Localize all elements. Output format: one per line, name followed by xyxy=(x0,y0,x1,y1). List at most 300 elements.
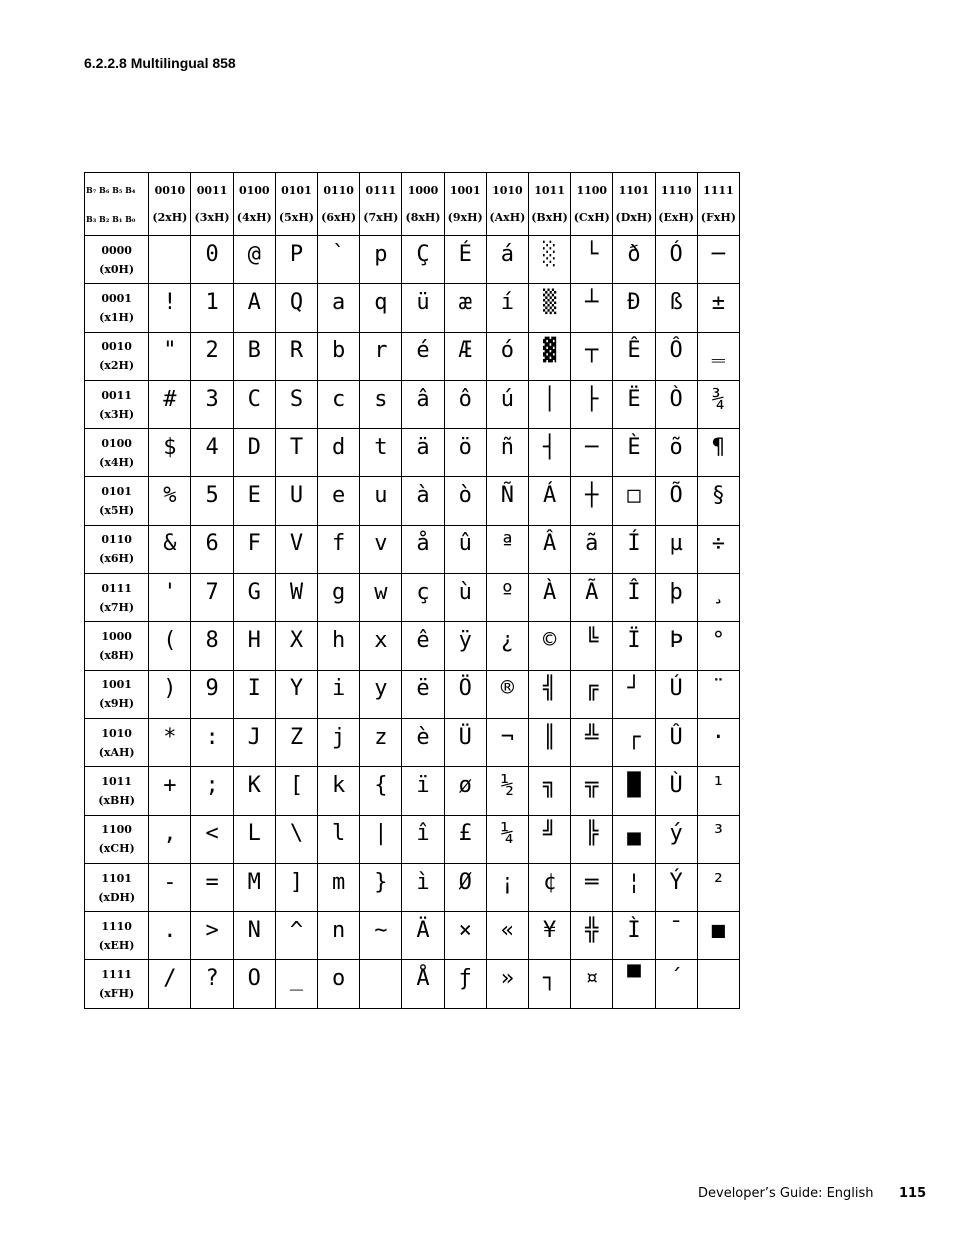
character-glyph: Ô xyxy=(669,338,683,364)
row-header-binary: 0111 xyxy=(101,581,132,595)
character-cell xyxy=(318,380,360,428)
character-glyph: À xyxy=(542,579,557,605)
character-cell xyxy=(191,863,233,911)
character-glyph: z xyxy=(374,724,388,750)
character-cell xyxy=(444,863,486,911)
row-header xyxy=(85,574,149,622)
character-glyph: ¬ xyxy=(500,724,514,750)
character-glyph: ò xyxy=(458,483,472,509)
character-glyph: T xyxy=(289,434,304,460)
section-heading: 6.2.2.8 Multilingual 858 xyxy=(84,55,236,71)
column-header-binary: 1100 xyxy=(576,184,608,197)
character-cell xyxy=(149,718,191,766)
character-cell xyxy=(360,767,402,815)
character-cell xyxy=(149,863,191,911)
row-header-hex: (x1H) xyxy=(99,310,135,324)
column-header-binary: 0111 xyxy=(365,184,397,197)
character-glyph: Ü xyxy=(458,724,472,750)
row-header xyxy=(85,912,149,960)
character-glyph: è xyxy=(416,724,430,750)
character-glyph: < xyxy=(205,821,219,847)
character-glyph: K xyxy=(247,772,261,798)
character-cell xyxy=(233,815,275,863)
character-glyph: Þ xyxy=(669,628,683,654)
character-cell xyxy=(402,815,444,863)
character-glyph: J xyxy=(247,724,261,750)
character-cell xyxy=(191,622,233,670)
character-cell xyxy=(191,429,233,477)
character-cell xyxy=(444,670,486,718)
character-glyph: ã xyxy=(585,531,599,557)
character-glyph: ╦ xyxy=(585,772,599,798)
column-header-binary: 1011 xyxy=(534,184,565,197)
row-header xyxy=(85,380,149,428)
character-glyph: ░ xyxy=(542,241,557,267)
character-glyph: ¶ xyxy=(711,434,725,460)
character-glyph: E xyxy=(247,483,261,509)
character-cell xyxy=(655,477,697,525)
row-header xyxy=(85,670,149,718)
character-glyph: ø xyxy=(458,772,472,798)
character-glyph: , xyxy=(163,821,177,847)
character-cell xyxy=(149,380,191,428)
character-glyph: Q xyxy=(289,289,304,315)
character-cell xyxy=(402,380,444,428)
character-cell xyxy=(697,767,739,815)
row-header xyxy=(85,815,149,863)
character-cell xyxy=(275,429,317,477)
character-glyph: t xyxy=(374,434,388,460)
character-glyph: W xyxy=(289,579,304,605)
row-header-hex: (xBH) xyxy=(98,793,135,807)
character-glyph: ) xyxy=(163,676,177,702)
character-cell xyxy=(275,525,317,573)
character-cell xyxy=(233,380,275,428)
character-glyph: Ä xyxy=(416,917,430,943)
character-cell xyxy=(360,863,402,911)
character-cell xyxy=(655,815,697,863)
character-glyph: ╗ xyxy=(542,772,557,798)
character-cell xyxy=(191,960,233,1008)
character-cell xyxy=(149,815,191,863)
character-cell xyxy=(444,574,486,622)
character-glyph: C xyxy=(247,386,261,412)
column-header xyxy=(191,173,233,236)
character-glyph: ╠ xyxy=(585,821,599,847)
table-row xyxy=(85,380,740,428)
character-cell xyxy=(571,767,613,815)
character-glyph: Å xyxy=(416,966,430,992)
character-glyph: | xyxy=(374,821,388,847)
character-glyph: þ xyxy=(669,579,683,605)
row-header xyxy=(85,622,149,670)
character-code-table xyxy=(84,172,740,1009)
character-glyph: " xyxy=(163,338,177,364)
column-header-binary: 0101 xyxy=(281,184,312,197)
column-header-hex: (2xH) xyxy=(152,211,188,224)
character-glyph: ó xyxy=(500,338,514,364)
character-cell xyxy=(697,525,739,573)
row-header xyxy=(85,767,149,815)
character-glyph: 3 xyxy=(205,386,219,412)
character-cell xyxy=(360,960,402,1008)
table-row xyxy=(85,670,740,718)
character-cell xyxy=(233,429,275,477)
character-cell xyxy=(528,622,570,670)
column-header xyxy=(613,173,655,236)
character-glyph: O xyxy=(247,966,261,992)
character-cell xyxy=(275,767,317,815)
character-cell xyxy=(275,815,317,863)
row-header-hex: (xEH) xyxy=(98,938,135,952)
character-glyph: ■ xyxy=(711,917,725,943)
character-cell xyxy=(613,332,655,380)
character-cell xyxy=(571,525,613,573)
character-glyph: ╣ xyxy=(542,676,557,702)
character-glyph: █ xyxy=(627,772,641,798)
character-cell xyxy=(149,670,191,718)
column-header-hex: (AxH) xyxy=(489,211,526,224)
character-cell xyxy=(233,477,275,525)
character-glyph: ! xyxy=(163,289,177,315)
column-header xyxy=(528,173,570,236)
character-glyph: ] xyxy=(289,869,304,895)
character-glyph: n xyxy=(332,917,346,943)
character-cell xyxy=(655,718,697,766)
character-glyph: ð xyxy=(627,241,641,267)
character-glyph: Y xyxy=(289,676,304,702)
character-cell xyxy=(360,718,402,766)
character-glyph: 8 xyxy=(205,628,219,654)
character-glyph: b xyxy=(332,338,346,364)
character-cell xyxy=(613,863,655,911)
character-glyph: B xyxy=(247,338,261,364)
character-glyph: h xyxy=(332,628,346,654)
character-cell xyxy=(275,236,317,284)
character-glyph: ¿ xyxy=(500,628,514,654)
character-glyph: / xyxy=(163,966,177,992)
character-glyph: ╝ xyxy=(542,821,557,847)
character-cell xyxy=(697,284,739,332)
character-cell xyxy=(149,960,191,1008)
character-cell xyxy=(697,912,739,960)
character-cell xyxy=(318,863,360,911)
character-glyph: Î xyxy=(627,579,641,605)
character-cell xyxy=(655,863,697,911)
character-cell xyxy=(318,718,360,766)
column-header xyxy=(571,173,613,236)
column-header-binary: 1001 xyxy=(449,184,481,197)
character-cell xyxy=(360,815,402,863)
character-glyph: µ xyxy=(669,531,683,557)
character-glyph: [ xyxy=(289,772,304,798)
character-cell xyxy=(613,574,655,622)
character-cell xyxy=(275,332,317,380)
character-glyph: ü xyxy=(416,289,430,315)
character-cell xyxy=(486,284,528,332)
character-cell xyxy=(233,863,275,911)
character-glyph: å xyxy=(416,531,430,557)
bit-order-corner xyxy=(85,173,149,236)
character-cell xyxy=(571,863,613,911)
character-glyph: X xyxy=(289,628,304,654)
character-cell xyxy=(275,380,317,428)
character-glyph: Æ xyxy=(458,338,472,364)
column-header-hex: (ExH) xyxy=(658,211,694,224)
character-cell xyxy=(528,525,570,573)
character-cell xyxy=(318,960,360,1008)
character-cell xyxy=(613,960,655,1008)
character-glyph: ▀ xyxy=(627,966,641,992)
character-glyph: { xyxy=(374,772,388,798)
table-row xyxy=(85,815,740,863)
character-glyph: 9 xyxy=(205,676,219,702)
character-glyph: Â xyxy=(542,531,557,557)
column-header-binary: 0110 xyxy=(323,184,354,197)
character-cell xyxy=(275,670,317,718)
character-cell xyxy=(444,960,486,1008)
character-glyph: ' xyxy=(163,579,177,605)
character-cell xyxy=(402,236,444,284)
character-cell xyxy=(486,767,528,815)
character-cell xyxy=(149,332,191,380)
character-glyph: D xyxy=(247,434,261,460)
column-header xyxy=(233,173,275,236)
character-cell xyxy=(402,477,444,525)
character-cell xyxy=(528,670,570,718)
character-glyph: à xyxy=(416,483,430,509)
character-glyph: V xyxy=(289,531,304,557)
character-glyph: o xyxy=(332,966,346,992)
character-cell xyxy=(528,863,570,911)
character-glyph: F xyxy=(247,531,261,557)
column-header-binary: 1101 xyxy=(618,184,650,197)
column-header xyxy=(444,173,486,236)
character-glyph: │ xyxy=(542,386,557,412)
column-header xyxy=(655,173,697,236)
column-header-hex: (DxH) xyxy=(615,211,653,224)
character-cell xyxy=(655,960,697,1008)
character-cell xyxy=(571,622,613,670)
character-glyph: Ã xyxy=(585,579,599,605)
character-cell xyxy=(444,284,486,332)
character-glyph: 0 xyxy=(205,241,219,267)
character-glyph: - xyxy=(163,869,177,895)
character-glyph: ╩ xyxy=(585,724,599,750)
character-cell xyxy=(360,574,402,622)
character-cell xyxy=(613,912,655,960)
character-glyph: ß xyxy=(669,289,683,315)
column-header xyxy=(360,173,402,236)
character-glyph: ý xyxy=(669,821,683,847)
character-glyph: æ xyxy=(458,289,472,315)
character-cell xyxy=(655,525,697,573)
character-glyph: © xyxy=(542,628,557,654)
character-glyph: ┼ xyxy=(585,483,599,509)
character-glyph: î xyxy=(416,821,430,847)
character-cell xyxy=(571,670,613,718)
character-glyph: ú xyxy=(500,386,514,412)
column-header-hex: (FxH) xyxy=(700,211,736,224)
character-glyph: ┴ xyxy=(585,289,599,315)
column-header-binary: 0010 xyxy=(154,184,186,197)
character-cell xyxy=(318,429,360,477)
character-glyph: ╚ xyxy=(585,628,599,654)
character-cell xyxy=(444,622,486,670)
character-cell xyxy=(571,574,613,622)
row-header-hex: (xDH) xyxy=(98,890,136,904)
character-glyph: p xyxy=(374,241,388,267)
row-header-hex: (xCH) xyxy=(98,842,135,856)
character-cell xyxy=(318,912,360,960)
character-glyph: + xyxy=(163,772,177,798)
character-cell xyxy=(191,477,233,525)
row-header-binary: 1100 xyxy=(101,823,132,837)
character-cell xyxy=(233,960,275,1008)
character-glyph: c xyxy=(332,386,346,412)
character-glyph: ║ xyxy=(542,724,557,750)
character-glyph: ½ xyxy=(500,772,514,798)
character-glyph: u xyxy=(374,483,388,509)
character-cell xyxy=(571,236,613,284)
character-glyph: ( xyxy=(163,628,177,654)
character-cell xyxy=(149,236,191,284)
character-glyph: □ xyxy=(627,483,641,509)
character-cell xyxy=(697,236,739,284)
character-cell xyxy=(275,912,317,960)
character-glyph: A xyxy=(247,289,261,315)
row-header-binary: 1001 xyxy=(101,678,132,692)
row-header-binary: 1101 xyxy=(101,871,132,885)
character-cell xyxy=(486,332,528,380)
character-cell xyxy=(655,574,697,622)
character-glyph: ┘ xyxy=(627,676,641,702)
character-cell xyxy=(275,622,317,670)
character-glyph: ¡ xyxy=(500,869,514,895)
character-glyph: > xyxy=(205,917,219,943)
character-cell xyxy=(697,718,739,766)
character-cell xyxy=(275,718,317,766)
table-row xyxy=(85,622,740,670)
character-cell xyxy=(528,332,570,380)
footer-guide-title: Developer’s Guide: English xyxy=(698,1186,874,1201)
character-glyph: Ï xyxy=(627,628,641,654)
character-cell xyxy=(360,622,402,670)
table-row xyxy=(85,477,740,525)
row-header-hex: (x6H) xyxy=(99,552,135,566)
character-cell xyxy=(275,863,317,911)
character-cell xyxy=(571,477,613,525)
character-glyph: I xyxy=(247,676,261,702)
character-cell xyxy=(697,670,739,718)
character-glyph: _ xyxy=(289,966,304,992)
character-glyph: @ xyxy=(247,241,261,267)
character-glyph: * xyxy=(163,724,177,750)
character-cell xyxy=(528,912,570,960)
character-cell xyxy=(149,622,191,670)
character-cell xyxy=(318,815,360,863)
character-cell xyxy=(486,960,528,1008)
row-header-hex: (x3H) xyxy=(99,407,135,421)
character-cell xyxy=(444,477,486,525)
character-cell xyxy=(275,960,317,1008)
character-glyph: Ù xyxy=(669,772,683,798)
character-cell xyxy=(191,332,233,380)
character-cell xyxy=(571,284,613,332)
character-glyph: ¼ xyxy=(500,821,514,847)
character-cell xyxy=(444,718,486,766)
character-glyph: Û xyxy=(669,724,683,750)
character-cell xyxy=(613,380,655,428)
row-header-binary: 1000 xyxy=(101,630,132,644)
row-header xyxy=(85,960,149,1008)
character-cell xyxy=(697,429,739,477)
character-cell xyxy=(655,284,697,332)
character-glyph: È xyxy=(627,434,641,460)
character-glyph: e xyxy=(332,483,346,509)
character-cell xyxy=(191,912,233,960)
character-cell xyxy=(444,429,486,477)
character-glyph: y xyxy=(374,676,388,702)
character-cell xyxy=(528,429,570,477)
character-glyph: v xyxy=(374,531,388,557)
character-cell xyxy=(444,815,486,863)
character-cell xyxy=(613,429,655,477)
column-header xyxy=(697,173,739,236)
row-header xyxy=(85,863,149,911)
corner-high-bits: B₇ B₆ B₅ B₄ xyxy=(86,184,136,195)
character-cell xyxy=(444,380,486,428)
column-header-binary: 0100 xyxy=(238,184,270,197)
character-glyph: £ xyxy=(458,821,472,847)
character-cell xyxy=(275,574,317,622)
column-header-hex: (9xH) xyxy=(447,211,483,224)
character-cell xyxy=(402,670,444,718)
table-row xyxy=(85,912,740,960)
character-glyph: ´ xyxy=(669,966,683,992)
character-glyph: ÿ xyxy=(458,628,472,654)
character-glyph: 5 xyxy=(205,483,219,509)
character-cell xyxy=(275,284,317,332)
column-header-hex: (4xH) xyxy=(236,211,272,224)
character-glyph: ┐ xyxy=(542,966,557,992)
column-header-binary: 1110 xyxy=(660,184,692,197)
character-cell xyxy=(318,767,360,815)
row-header xyxy=(85,236,149,284)
character-glyph: } xyxy=(374,869,388,895)
row-header-binary: 0010 xyxy=(101,340,132,354)
row-header-hex: (x5H) xyxy=(99,504,135,518)
character-glyph: Ý xyxy=(669,869,683,895)
character-cell xyxy=(233,525,275,573)
character-cell xyxy=(486,380,528,428)
character-glyph: ├ xyxy=(585,386,599,412)
character-cell xyxy=(528,767,570,815)
character-glyph: ö xyxy=(458,434,472,460)
character-glyph: Ú xyxy=(669,676,683,702)
character-glyph: s xyxy=(374,386,388,412)
character-cell xyxy=(360,912,402,960)
character-cell xyxy=(486,718,528,766)
character-cell xyxy=(149,477,191,525)
table-row xyxy=(85,236,740,284)
character-cell xyxy=(191,380,233,428)
character-glyph: S xyxy=(289,386,304,412)
character-glyph: 7 xyxy=(205,579,219,605)
character-cell xyxy=(655,236,697,284)
character-cell xyxy=(402,622,444,670)
character-glyph: $ xyxy=(163,434,177,460)
